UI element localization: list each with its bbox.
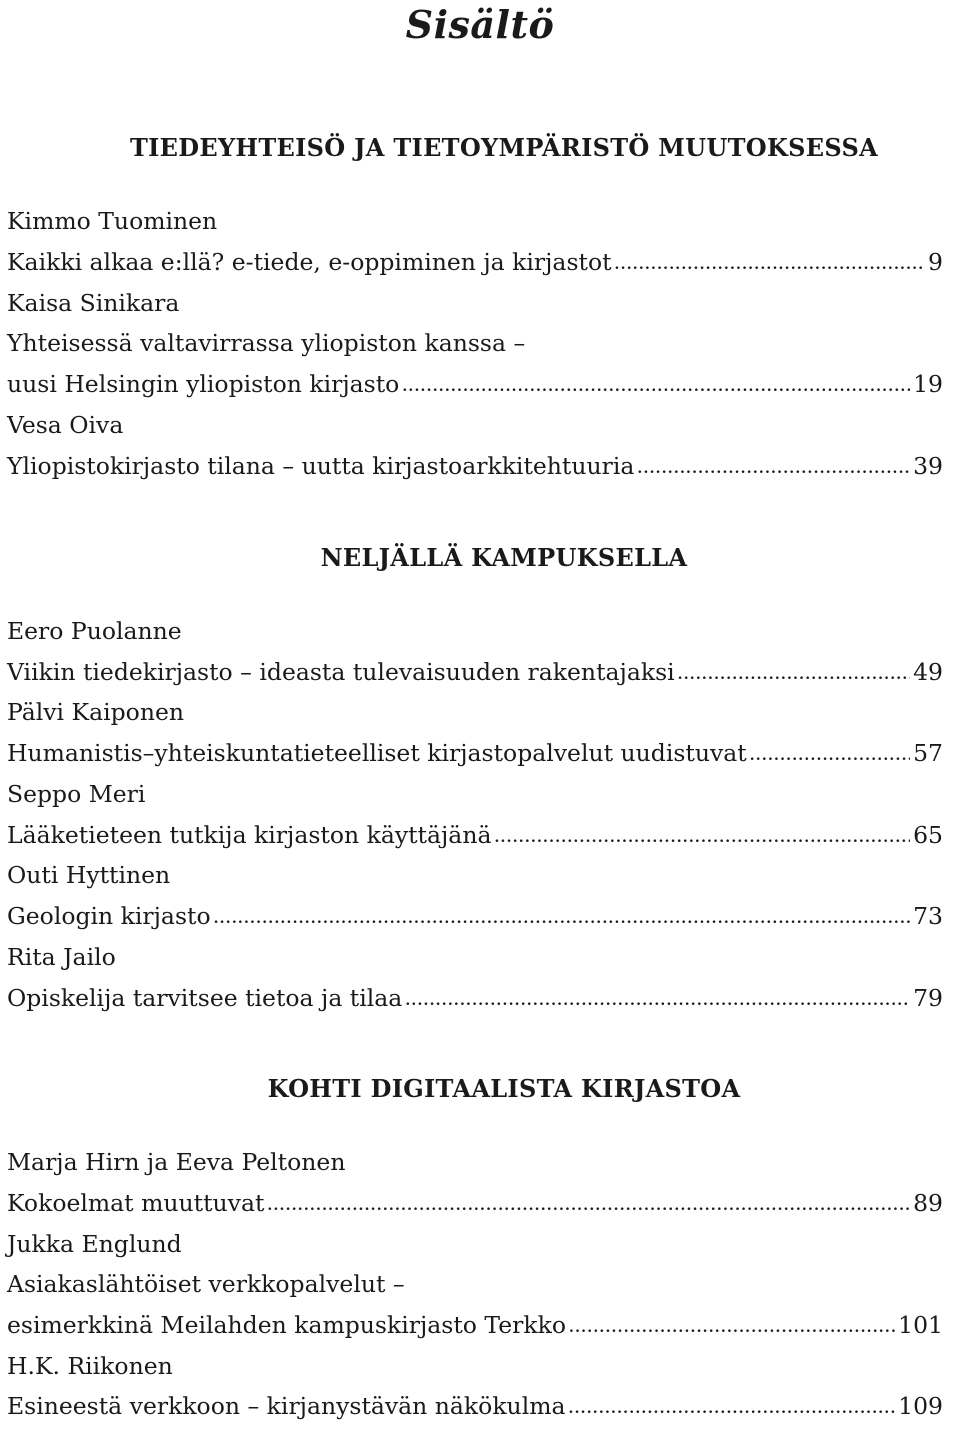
toc-entry[interactable]: uusi Helsingin yliopiston kirjasto ..... 19 bbox=[7, 364, 943, 404]
toc-entry[interactable]: Yliopistokirjasto tilana – uutta kirjastoarkkitehtuuria ..... 39 bbox=[7, 446, 943, 486]
page-number: 65 bbox=[913, 821, 943, 849]
dot-leader bbox=[637, 445, 910, 489]
toc-author: Marja Hirn ja Eeva Peltonen bbox=[7, 1148, 346, 1176]
page-number: 39 bbox=[913, 452, 943, 480]
page-number: 9 bbox=[928, 248, 943, 276]
toc-entry[interactable]: Viikin tiedekirjasto – ideasta tulevaisuuden rakentajaksi ..... 49 bbox=[7, 652, 943, 692]
dot-leader bbox=[405, 977, 910, 1021]
toc-author: H.K. Riikonen bbox=[7, 1352, 173, 1380]
toc-author: Kimmo Tuominen bbox=[7, 207, 218, 235]
page-number: 89 bbox=[913, 1189, 943, 1217]
dot-leader bbox=[214, 895, 910, 939]
toc-author: Vesa Oiva bbox=[7, 411, 124, 439]
page-number: 49 bbox=[913, 658, 943, 686]
toc-entry[interactable]: esimerkkinä Meilahden kampuskirjasto Terkko ..... 101 bbox=[7, 1305, 943, 1345]
toc-entry[interactable]: Esineestä verkkoon – kirjanystävän näkökulma ..... 109 bbox=[7, 1386, 943, 1426]
toc-entry[interactable]: Humanistis–yhteiskuntatieteelliset kirjastopalvelut uudistuvat ..... 57 bbox=[7, 733, 943, 773]
toc-entry[interactable]: Lääketieteen tutkija kirjaston käyttäjänä ..... 65 bbox=[7, 815, 943, 855]
page-number: 109 bbox=[898, 1392, 943, 1420]
toc-entry[interactable]: Kaikki alkaa e:llä? e-tiede, e-oppiminen ja kirjastot ..... 9 bbox=[7, 242, 943, 282]
toc-entry-title[interactable]: Yhteisessä valtavirrassa yliopiston kanssa – bbox=[7, 329, 526, 357]
toc-author: Seppo Meri bbox=[7, 780, 146, 808]
page-number: 101 bbox=[898, 1311, 943, 1339]
dot-leader bbox=[678, 651, 910, 695]
dot-leader bbox=[615, 241, 926, 285]
toc-author: Pälvi Kaiponen bbox=[7, 698, 184, 726]
page-number: 57 bbox=[913, 739, 943, 767]
page-number: 19 bbox=[913, 370, 943, 398]
section-heading: KOHTI DIGITAALISTA KIRJASTOA bbox=[267, 1074, 741, 1103]
page-number: 73 bbox=[913, 902, 943, 930]
dot-leader bbox=[569, 1304, 895, 1348]
section-heading: NELJÄLLÄ KAMPUKSELLA bbox=[320, 543, 688, 572]
toc-author: Eero Puolanne bbox=[7, 617, 182, 645]
page-number: 79 bbox=[913, 984, 943, 1012]
toc-entry[interactable]: Geologin kirjasto ..... 73 bbox=[7, 896, 943, 936]
toc-entry-title[interactable]: Asiakaslähtöiset verkkopalvelut – bbox=[7, 1270, 405, 1298]
toc-entry[interactable]: Opiskelija tarvitsee tietoa ja tilaa ..... 79 bbox=[7, 978, 943, 1018]
dot-leader bbox=[402, 363, 910, 407]
dot-leader bbox=[750, 732, 910, 776]
page-title: Sisältö bbox=[405, 2, 555, 47]
dot-leader bbox=[569, 1385, 896, 1429]
dot-leader bbox=[494, 814, 910, 858]
dot-leader bbox=[267, 1182, 910, 1226]
toc-entry[interactable]: Kokoelmat muuttuvat ..... 89 bbox=[7, 1183, 943, 1223]
toc-author: Kaisa Sinikara bbox=[7, 289, 180, 317]
toc-author: Outi Hyttinen bbox=[7, 861, 171, 889]
toc-author: Rita Jailo bbox=[7, 943, 116, 971]
toc-author: Jukka Englund bbox=[7, 1230, 182, 1258]
section-heading: TIEDEYHTEISÖ JA TIETOYMPÄRISTÖ MUUTOKSESSA bbox=[129, 133, 879, 162]
